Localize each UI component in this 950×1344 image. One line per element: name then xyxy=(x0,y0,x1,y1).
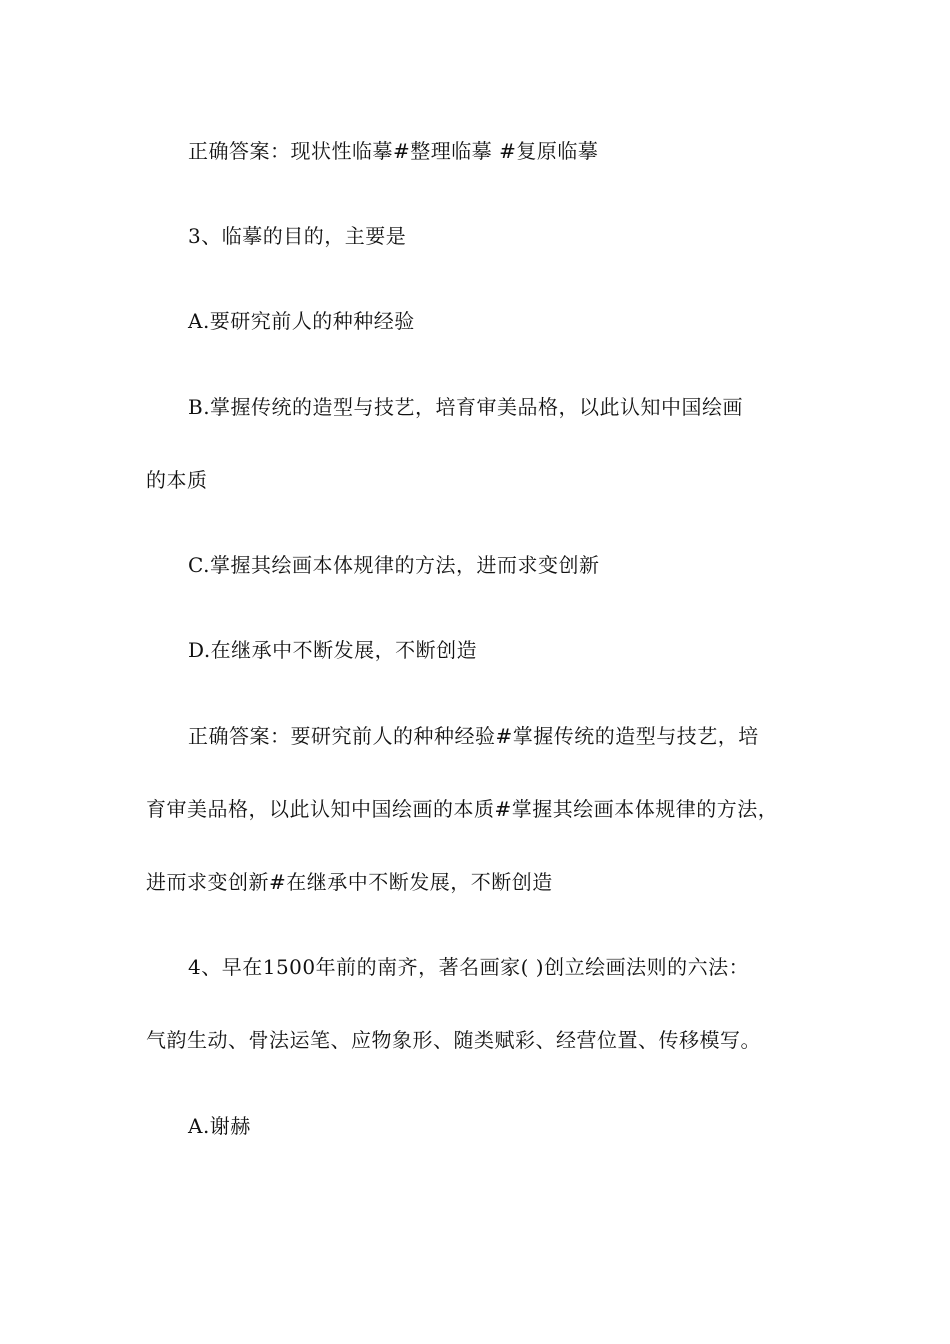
question-4-line-1: 4、早在1500年前的南齐，著名画家( )创立绘画法则的六法： xyxy=(188,955,750,979)
answer-line-3: 进而求变创新#在继承中不断发展，不断创造 xyxy=(146,870,553,894)
option-b-line-1: B.掌握传统的造型与技艺，培育审美品格，以此认知中国绘画 xyxy=(188,395,744,419)
question-3-text: 3、临摹的目的，主要是 xyxy=(188,224,407,248)
option-a: A.要研究前人的种种经验 xyxy=(188,309,415,333)
answer-line-1: 正确答案：要研究前人的种种经验#掌握传统的造型与技艺，培 xyxy=(188,724,759,748)
answer-line: 正确答案：现状性临摹#整理临摹 #复原临摹 xyxy=(188,139,599,163)
option-b-line-2: 的本质 xyxy=(146,468,208,492)
option-d: D.在继承中不断发展，不断创造 xyxy=(188,638,478,662)
option-c: C.掌握其绘画本体规律的方法，进而求变创新 xyxy=(188,553,600,577)
answer-line-2: 育审美品格，以此认知中国绘画的本质#掌握其绘画本体规律的方法， xyxy=(146,797,779,821)
option-a-q4: A.谢赫 xyxy=(188,1114,251,1138)
question-4-line-2: 气韵生动、骨法运笔、应物象形、随类赋彩、经营位置、传移模写。 xyxy=(146,1028,761,1052)
